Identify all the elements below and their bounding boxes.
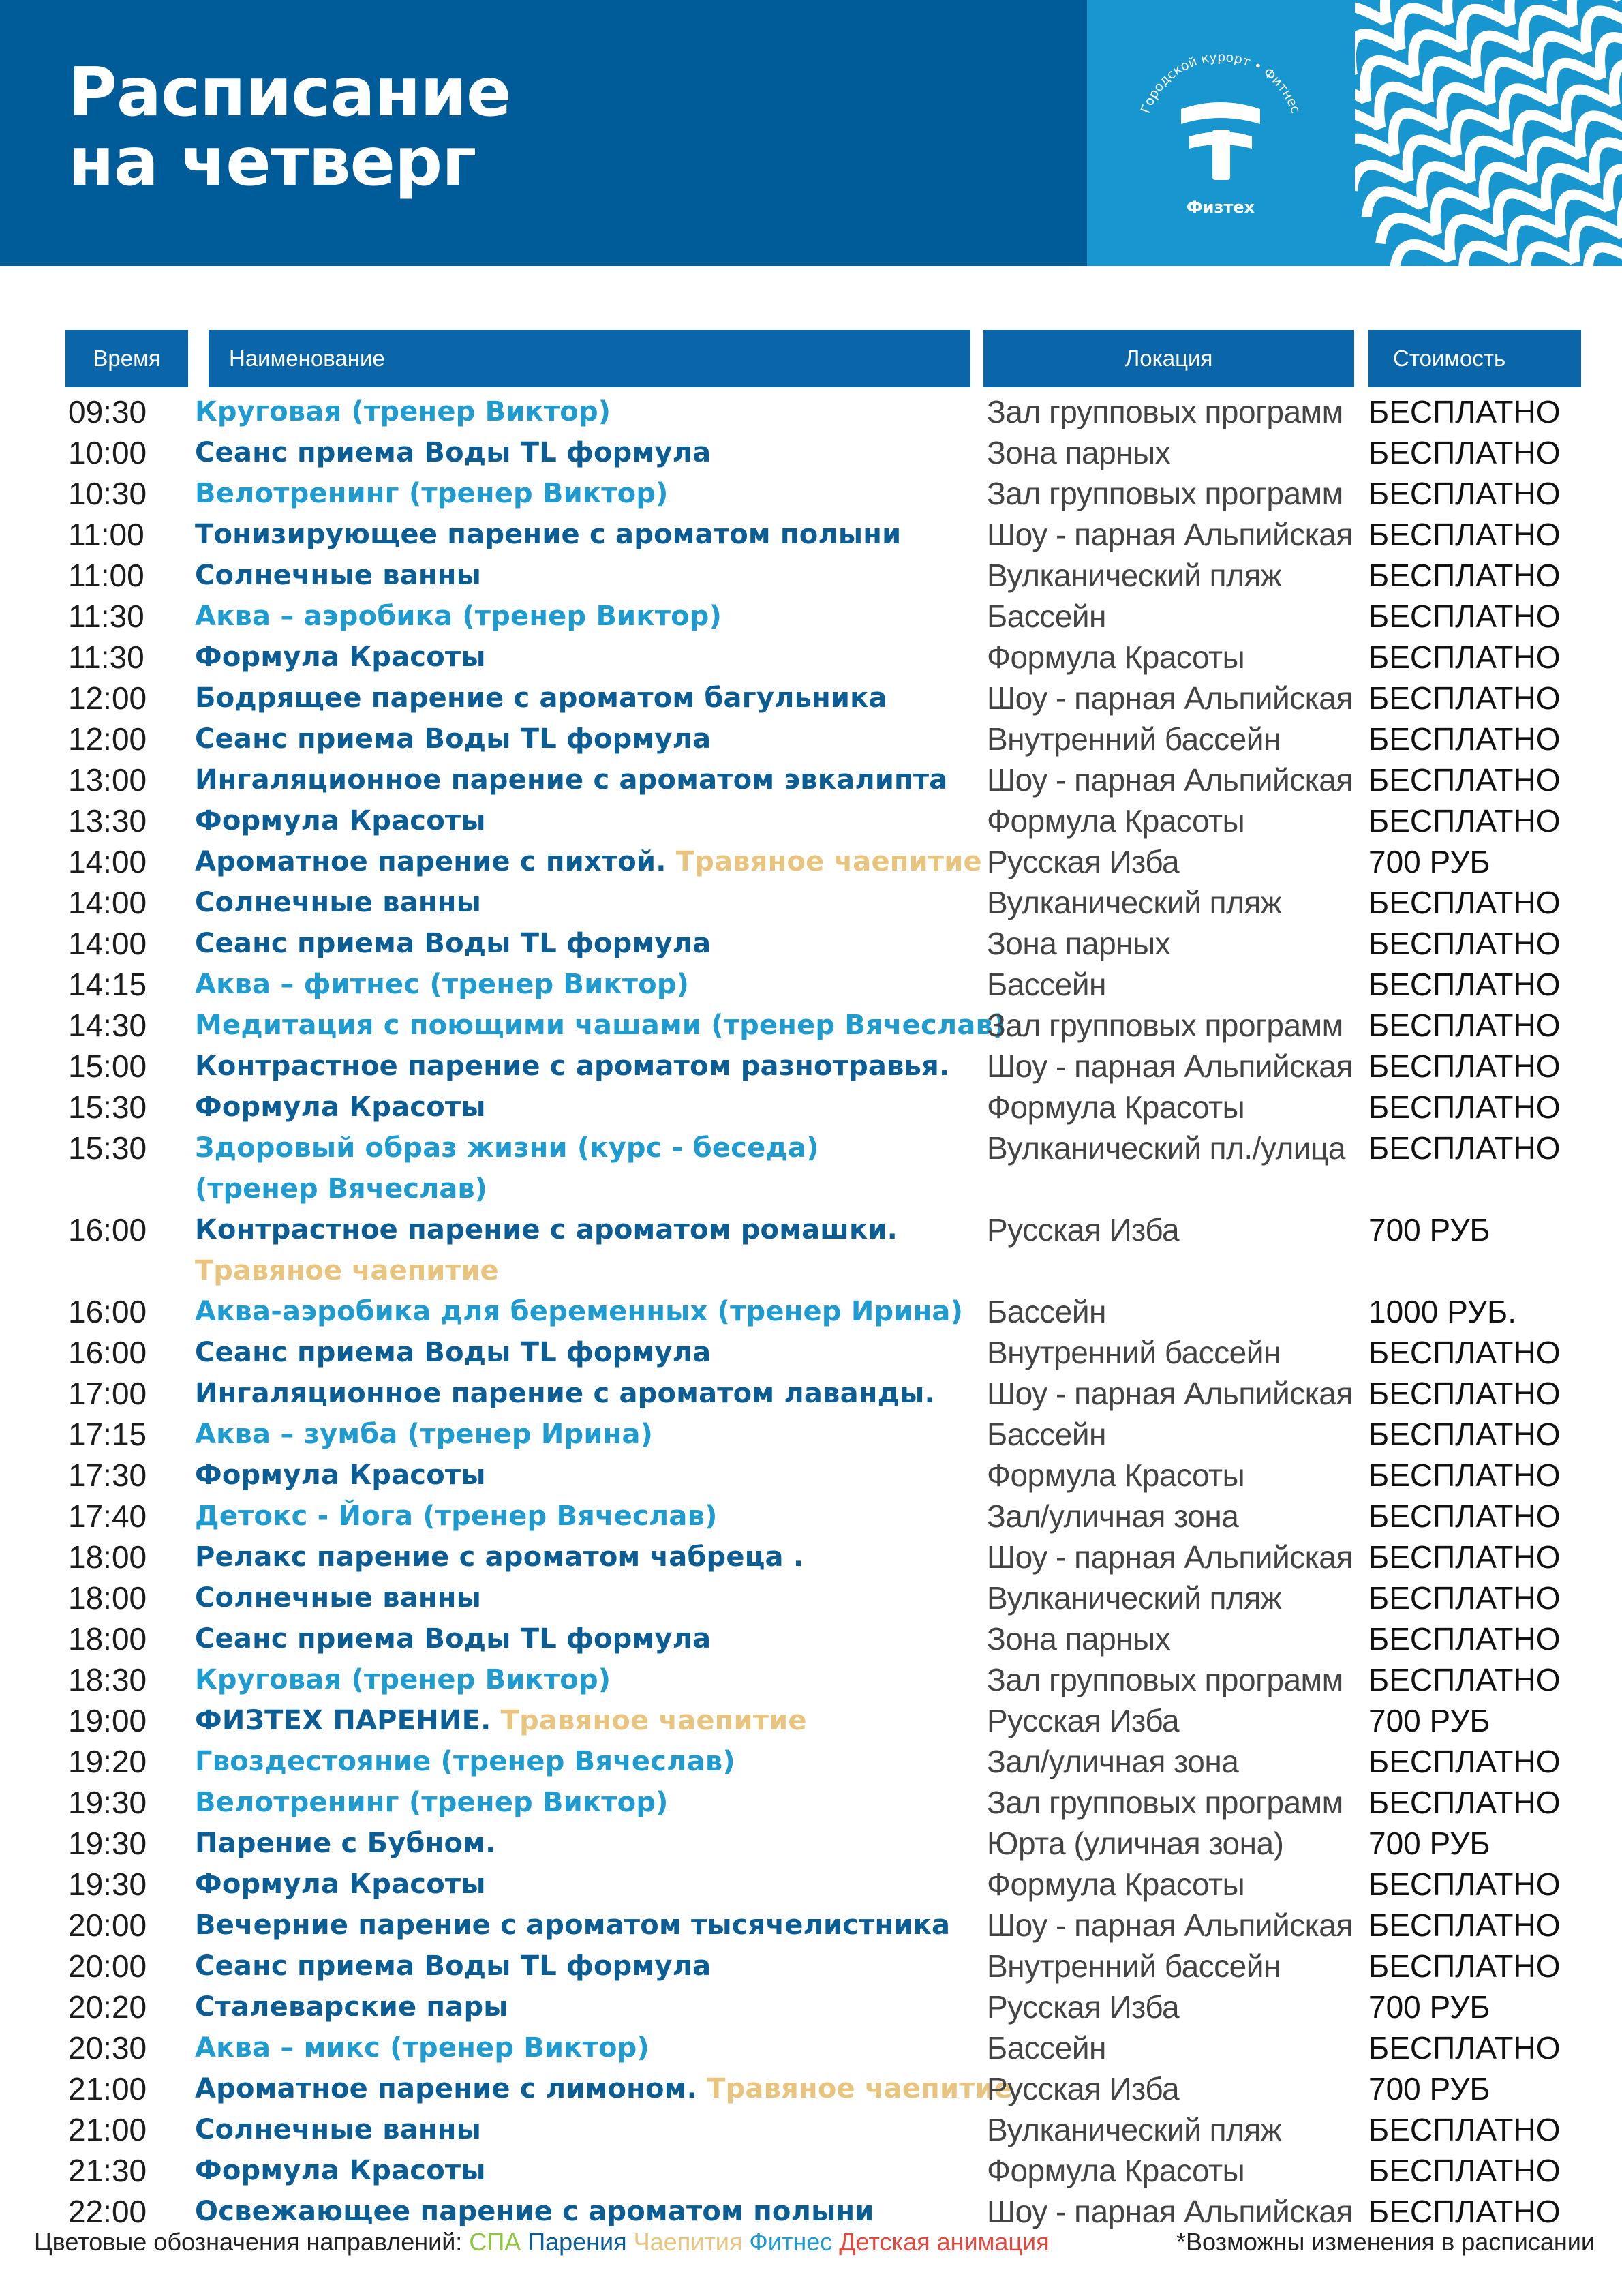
row-activity: Сеанс приема Воды TL формула <box>195 437 711 468</box>
table-row <box>0 555 1622 596</box>
table-row <box>0 1373 1622 1414</box>
row-activity: Ароматное парение с пихтой. Травяное чаепитие <box>195 846 982 877</box>
row-location: Зал групповых программ <box>987 1008 1343 1043</box>
row-price: БЕСПЛАТНО <box>1368 2153 1561 2188</box>
wave-pattern <box>1355 0 1622 266</box>
row-time: 18:00 <box>68 1580 147 1616</box>
row-activity: Аква-аэробика для беременных (тренер Ирина) <box>195 1296 964 1327</box>
row-time: 22:00 <box>68 2194 147 2229</box>
row-location: Зона парных <box>987 1621 1171 1657</box>
row-activity: Сеанс приема Воды TL формула <box>195 723 711 755</box>
row-location: Бассейн <box>987 2030 1106 2066</box>
row-activity: Вечерние парение с ароматом тысячелистника <box>195 1909 951 1941</box>
row-activity: Здоровый образ жизни (курс - беседа) <box>195 1132 819 1164</box>
row-price: БЕСПЛАТНО <box>1368 885 1561 920</box>
table-row <box>0 1946 1622 1987</box>
row-activity-line2: (тренер Вячеслав) <box>195 1173 487 1205</box>
row-time: 17:40 <box>68 1498 147 1534</box>
row-location: Формула Красоты <box>987 639 1245 675</box>
row-price: БЕСПЛАТНО <box>1368 1907 1561 1943</box>
row-location: Шоу - парная Альпийская <box>987 517 1353 552</box>
row-price: БЕСПЛАТНО <box>1368 803 1561 839</box>
table-row <box>0 1782 1622 1823</box>
logo-ring-text: Городской курорт • Фитнес <box>1137 49 1304 116</box>
row-price: БЕСПЛАТНО <box>1368 762 1561 798</box>
row-price: БЕСПЛАТНО <box>1368 1498 1561 1534</box>
row-activity: Сеанс приема Воды TL формула <box>195 1950 711 1982</box>
row-time: 13:30 <box>68 803 147 839</box>
row-time: 15:30 <box>68 1089 147 1125</box>
row-location: Зал/уличная зона <box>987 1744 1239 1779</box>
row-activity: Ароматное парение с лимоном. Травяное чаепитие <box>195 2073 1013 2104</box>
row-activity: Аква – фитнес (тренер Виктор) <box>195 969 690 1000</box>
row-time: 18:00 <box>68 1539 147 1575</box>
row-time: 16:00 <box>68 1212 147 1248</box>
row-location: Бассейн <box>987 1417 1106 1452</box>
row-time: 17:00 <box>68 1376 147 1411</box>
row-location: Бассейн <box>987 967 1106 1002</box>
row-activity: Аква – аэробика (тренер Виктор) <box>195 601 722 632</box>
row-price: БЕСПЛАТНО <box>1368 1621 1561 1657</box>
row-price: 700 РУБ <box>1368 844 1490 879</box>
table-row <box>0 596 1622 637</box>
table-row <box>0 2191 1622 2232</box>
row-location: Формула Красоты <box>987 1089 1245 1125</box>
row-price: БЕСПЛАТНО <box>1368 1580 1561 1616</box>
legend-item-kids: Детская анимация <box>832 2228 1050 2256</box>
row-price: БЕСПЛАТНО <box>1368 476 1561 511</box>
table-row <box>0 1577 1622 1618</box>
row-location: Внутренний бассейн <box>987 1335 1281 1370</box>
row-time: 14:15 <box>68 967 147 1002</box>
row-location: Шоу - парная Альпийская <box>987 762 1353 798</box>
row-activity: Формула Красоты <box>195 641 486 673</box>
row-activity: Формула Красоты <box>195 1460 486 1491</box>
row-activity-line2: Травяное чаепитие <box>195 1255 499 1286</box>
row-price: БЕСПЛАТНО <box>1368 2112 1561 2147</box>
row-time: 15:00 <box>68 1048 147 1084</box>
row-location: Юрта (уличная зона) <box>987 1826 1284 1861</box>
table-row <box>0 391 1622 432</box>
row-time: 16:00 <box>68 1294 147 1329</box>
table-row <box>0 637 1622 678</box>
row-location: Формула Красоты <box>987 1457 1245 1493</box>
row-price: БЕСПЛАТНО <box>1368 2030 1561 2066</box>
row-location: Русская Изба <box>987 1989 1180 2025</box>
row-location: Зал групповых программ <box>987 476 1343 511</box>
page-title-line2: на четверг <box>68 123 476 201</box>
row-time: 14:00 <box>68 926 147 961</box>
row-time: 14:30 <box>68 1008 147 1043</box>
row-activity: Велотренинг (тренер Виктор) <box>195 478 669 509</box>
row-location: Русская Изба <box>987 844 1180 879</box>
table-row <box>0 800 1622 841</box>
row-time: 11:00 <box>68 558 144 593</box>
table-row <box>0 882 1622 923</box>
row-time: 13:00 <box>68 762 147 798</box>
row-time: 15:30 <box>68 1130 147 1166</box>
schedule-note: *Возможны изменения в расписании <box>1176 2228 1595 2256</box>
table-row <box>0 2150 1622 2191</box>
row-location: Вулканический пляж <box>987 885 1282 920</box>
table-row <box>0 1987 1622 2027</box>
row-time: 21:30 <box>68 2153 147 2188</box>
row-activity: Круговая (тренер Виктор) <box>195 1664 611 1695</box>
row-location: Зал групповых программ <box>987 1662 1343 1697</box>
tea-tag: Травяное чаепитие <box>697 2073 1013 2104</box>
row-price: 700 РУБ <box>1368 1703 1490 1738</box>
row-time: 12:00 <box>68 680 147 716</box>
row-price: БЕСПЛАТНО <box>1368 1744 1561 1779</box>
table-row <box>0 1659 1622 1700</box>
row-location: Формула Красоты <box>987 803 1245 839</box>
row-activity: Тонизирующее парение с ароматом полыни <box>195 519 902 550</box>
row-price: БЕСПЛАТНО <box>1368 1376 1561 1411</box>
column-header-name: Наименование <box>209 330 970 387</box>
row-activity: Солнечные ванны <box>195 560 481 591</box>
row-price: БЕСПЛАТНО <box>1368 1089 1561 1125</box>
row-time: 11:30 <box>68 599 144 634</box>
row-activity: Контрастное парение с ароматом ромашки. <box>195 1214 898 1245</box>
table-row <box>0 1496 1622 1537</box>
row-activity: Сталеварские пары <box>195 1991 508 2023</box>
row-activity: Освежающее парение с ароматом полыни <box>195 2196 874 2227</box>
row-price: БЕСПЛАТНО <box>1368 1948 1561 1984</box>
row-activity: Сеанс приема Воды TL формула <box>195 1623 711 1655</box>
row-location: Внутренний бассейн <box>987 1948 1281 1984</box>
row-price: БЕСПЛАТНО <box>1368 435 1561 470</box>
row-time: 10:00 <box>68 435 147 470</box>
row-location: Шоу - парная Альпийская <box>987 680 1353 716</box>
row-price: БЕСПЛАТНО <box>1368 1539 1561 1575</box>
row-time: 21:00 <box>68 2071 147 2106</box>
row-activity: Детокс - Йога (тренер Вячеслав) <box>195 1500 718 1532</box>
row-location: Вулканический пляж <box>987 558 1282 593</box>
row-activity: Ингаляционное парение с ароматом эвкалипта <box>195 764 948 796</box>
row-price: БЕСПЛАТНО <box>1368 1867 1561 1902</box>
table-row <box>0 1741 1622 1782</box>
row-time: 12:00 <box>68 721 147 757</box>
row-price: БЕСПЛАТНО <box>1368 394 1561 429</box>
row-activity: Парение с Бубном. <box>195 1828 496 1859</box>
tea-tag: Травяное чаепитие <box>491 1705 807 1736</box>
column-header-time: Время <box>65 330 188 387</box>
row-price: БЕСПЛАТНО <box>1368 639 1561 675</box>
logo-mark-icon <box>1181 102 1260 180</box>
row-time: 11:00 <box>68 517 144 552</box>
table-row <box>0 1700 1622 1741</box>
row-time: 20:00 <box>68 1907 147 1943</box>
legend-item-spa: СПА <box>469 2228 521 2256</box>
row-activity: Ингаляционное парение с ароматом лаванды. <box>195 1378 935 1409</box>
table-row <box>0 841 1622 882</box>
row-location: Зона парных <box>987 926 1171 961</box>
row-activity: Гвоздестояние (тренер Вячеслав) <box>195 1746 735 1777</box>
row-location: Зал групповых программ <box>987 394 1343 429</box>
table-row <box>0 1005 1622 1046</box>
table-row <box>0 1864 1622 1905</box>
row-price: 700 РУБ <box>1368 1826 1490 1861</box>
row-time: 19:30 <box>68 1826 147 1861</box>
row-time: 21:00 <box>68 2112 147 2147</box>
row-activity: Солнечные ванны <box>195 1582 481 1614</box>
footer-legend <box>34 2228 1595 2266</box>
table-row <box>0 1046 1622 1087</box>
row-time: 18:30 <box>68 1662 147 1697</box>
row-location: Шоу - парная Альпийская <box>987 1539 1353 1575</box>
row-location: Шоу - парная Альпийская <box>987 1907 1353 1943</box>
row-time: 19:30 <box>68 1785 147 1820</box>
row-activity: Круговая (тренер Виктор) <box>195 396 611 427</box>
legend-item-fitness: Фитнес <box>742 2228 833 2256</box>
row-activity: Релакс парение с ароматом чабреца . <box>195 1541 804 1573</box>
row-price: 700 РУБ <box>1368 1212 1490 1248</box>
column-header-price: Стоимость <box>1368 330 1581 387</box>
row-time: 19:30 <box>68 1867 147 1902</box>
row-location: Формула Красоты <box>987 1867 1245 1902</box>
row-activity: Сеанс приема Воды TL формула <box>195 928 711 959</box>
wave-decoration-icon <box>1355 0 1622 266</box>
row-activity: Солнечные ванны <box>195 2114 481 2145</box>
row-time: 20:20 <box>68 1989 147 2025</box>
row-price: БЕСПЛАТНО <box>1368 680 1561 716</box>
table-row <box>0 1087 1622 1128</box>
table-row <box>0 2027 1622 2068</box>
row-activity: ФИЗТЕХ ПАРЕНИЕ. Травяное чаепитие <box>195 1705 807 1736</box>
row-time: 11:30 <box>68 639 144 675</box>
row-time: 10:30 <box>68 476 147 511</box>
table-row <box>0 2068 1622 2109</box>
row-price: БЕСПЛАТНО <box>1368 1785 1561 1820</box>
table-row <box>0 1537 1622 1577</box>
logo-name: Физтех <box>1186 198 1255 217</box>
row-price: БЕСПЛАТНО <box>1368 1662 1561 1697</box>
row-time: 19:00 <box>68 1703 147 1738</box>
row-location: Русская Изба <box>987 1703 1180 1738</box>
row-activity: Солнечные ванны <box>195 887 481 918</box>
row-location: Вулканический пляж <box>987 1580 1282 1616</box>
row-activity: Формула Красоты <box>195 1091 486 1123</box>
table-row <box>0 759 1622 800</box>
row-time: 20:00 <box>68 1948 147 1984</box>
row-location: Вулканический пл./улица <box>987 1130 1345 1166</box>
row-price: БЕСПЛАТНО <box>1368 721 1561 757</box>
page-title-line1: Расписание <box>68 54 511 132</box>
legend-item-steam: Парения <box>521 2228 627 2256</box>
row-activity: Формула Красоты <box>195 2155 486 2186</box>
row-price: 700 РУБ <box>1368 1989 1490 2025</box>
row-time: 20:30 <box>68 2030 147 2066</box>
row-location: Зал групповых программ <box>987 1785 1343 1820</box>
row-price: БЕСПЛАТНО <box>1368 1048 1561 1084</box>
row-location: Шоу - парная Альпийская <box>987 1048 1353 1084</box>
row-time: 17:15 <box>68 1417 147 1452</box>
table-row <box>0 2109 1622 2150</box>
table-row <box>0 1332 1622 1373</box>
row-location: Шоу - парная Альпийская <box>987 1376 1353 1411</box>
row-activity: Сеанс приема Воды TL формула <box>195 1337 711 1368</box>
legend-item-tea: Чаепития <box>626 2228 743 2256</box>
row-activity: Формула Красоты <box>195 805 486 836</box>
row-activity: Аква – микс (тренер Виктор) <box>195 2032 649 2064</box>
logo-panel <box>1087 0 1355 266</box>
table-row <box>0 1823 1622 1864</box>
legend-items <box>469 2228 1049 2256</box>
table-row <box>0 432 1622 473</box>
table-row <box>0 1291 1622 1332</box>
legend-label: Цветовые обозначения направлений: <box>34 2228 463 2256</box>
table-row <box>0 1128 1622 1205</box>
row-location: Бассейн <box>987 599 1106 634</box>
row-activity: Велотренинг (тренер Виктор) <box>195 1787 669 1818</box>
row-price: БЕСПЛАТНО <box>1368 2194 1561 2229</box>
row-price: 700 РУБ <box>1368 2071 1490 2106</box>
row-location: Вулканический пляж <box>987 2112 1282 2147</box>
table-row <box>0 1414 1622 1455</box>
row-location: Зал/уличная зона <box>987 1498 1239 1534</box>
tea-tag: Травяное чаепитие <box>666 846 982 877</box>
table-row <box>0 678 1622 719</box>
table-row <box>0 964 1622 1005</box>
row-activity: Контрастное парение с ароматом разнотравья. <box>195 1051 950 1082</box>
row-location: Формула Красоты <box>987 2153 1245 2188</box>
row-activity: Бодрящее парение с ароматом багульника <box>195 682 887 714</box>
column-header-location: Локация <box>983 330 1354 387</box>
table-row <box>0 1905 1622 1946</box>
fiztech-logo <box>1087 0 1355 266</box>
row-activity: Аква – зумба (тренер Ирина) <box>195 1419 654 1450</box>
row-location: Шоу - парная Альпийская <box>987 2194 1353 2229</box>
row-time: 18:00 <box>68 1621 147 1657</box>
row-activity: Медитация с поющими чашами (тренер Вячеслав) <box>195 1010 1006 1041</box>
row-price: БЕСПЛАТНО <box>1368 599 1561 634</box>
row-price: БЕСПЛАТНО <box>1368 1335 1561 1370</box>
row-location: Бассейн <box>987 1294 1106 1329</box>
row-price: БЕСПЛАТНО <box>1368 558 1561 593</box>
table-row <box>0 1618 1622 1659</box>
page-title <box>68 54 511 201</box>
table-row <box>0 1209 1622 1286</box>
table-row <box>0 719 1622 759</box>
row-price: БЕСПЛАТНО <box>1368 1417 1561 1452</box>
row-price: 1000 РУБ. <box>1368 1294 1516 1329</box>
row-time: 09:30 <box>68 394 147 429</box>
table-row <box>0 473 1622 514</box>
row-time: 17:30 <box>68 1457 147 1493</box>
row-time: 14:00 <box>68 844 147 879</box>
row-activity: Формула Красоты <box>195 1869 486 1900</box>
row-price: БЕСПЛАТНО <box>1368 967 1561 1002</box>
row-time: 16:00 <box>68 1335 147 1370</box>
row-price: БЕСПЛАТНО <box>1368 1457 1561 1493</box>
table-row <box>0 1455 1622 1496</box>
row-price: БЕСПЛАТНО <box>1368 1008 1561 1043</box>
row-time: 19:20 <box>68 1744 147 1779</box>
row-location: Зона парных <box>987 435 1171 470</box>
row-price: БЕСПЛАТНО <box>1368 517 1561 552</box>
table-row <box>0 514 1622 555</box>
row-time: 14:00 <box>68 885 147 920</box>
row-price: БЕСПЛАТНО <box>1368 926 1561 961</box>
row-location: Русская Изба <box>987 2071 1180 2106</box>
row-price: БЕСПЛАТНО <box>1368 1130 1561 1166</box>
row-location: Внутренний бассейн <box>987 721 1281 757</box>
table-row <box>0 923 1622 964</box>
row-location: Русская Изба <box>987 1212 1180 1248</box>
